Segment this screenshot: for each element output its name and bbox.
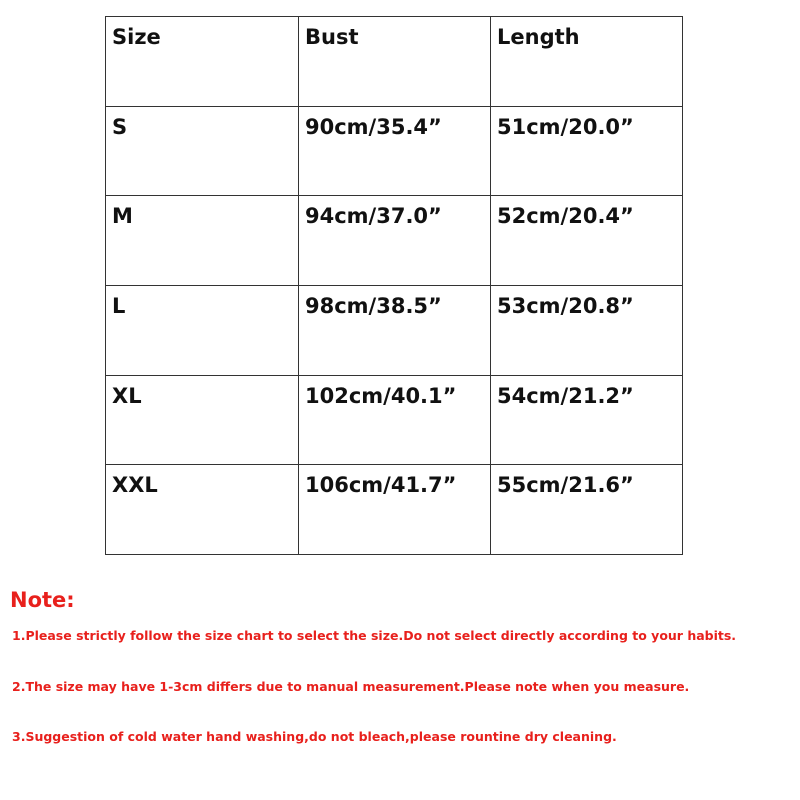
table-row [106, 465, 683, 555]
cell-size: M [106, 196, 299, 286]
cell-length: 54cm/21.2” [491, 375, 683, 465]
note-line-3: 3.Suggestion of cold water hand washing,do not bleach,please rountine dry cleaning. [12, 729, 617, 744]
header-length: Length [491, 17, 683, 107]
cell-length: 51cm/20.0” [491, 106, 683, 196]
size-chart-table [105, 16, 683, 555]
cell-bust: 94cm/37.0” [299, 196, 491, 286]
table-header-row [106, 17, 683, 107]
note-title: Note: [10, 588, 75, 612]
header-size: Size [106, 17, 299, 107]
note-line-2: 2.The size may have 1-3cm differs due to manual measurement.Please note when you measure. [12, 679, 690, 694]
note-line-1: 1.Please strictly follow the size chart to select the size.Do not select directly according to your habits. [12, 628, 737, 643]
table-row [106, 375, 683, 465]
header-bust: Bust [299, 17, 491, 107]
cell-size: S [106, 106, 299, 196]
cell-length: 55cm/21.6” [491, 465, 683, 555]
table-row [106, 285, 683, 375]
cell-size: XL [106, 375, 299, 465]
cell-bust: 102cm/40.1” [299, 375, 491, 465]
cell-size: XXL [106, 465, 299, 555]
table-row [106, 196, 683, 286]
cell-bust: 98cm/38.5” [299, 285, 491, 375]
cell-size: L [106, 285, 299, 375]
cell-bust: 106cm/41.7” [299, 465, 491, 555]
cell-bust: 90cm/35.4” [299, 106, 491, 196]
cell-length: 53cm/20.8” [491, 285, 683, 375]
table-row [106, 106, 683, 196]
cell-length: 52cm/20.4” [491, 196, 683, 286]
